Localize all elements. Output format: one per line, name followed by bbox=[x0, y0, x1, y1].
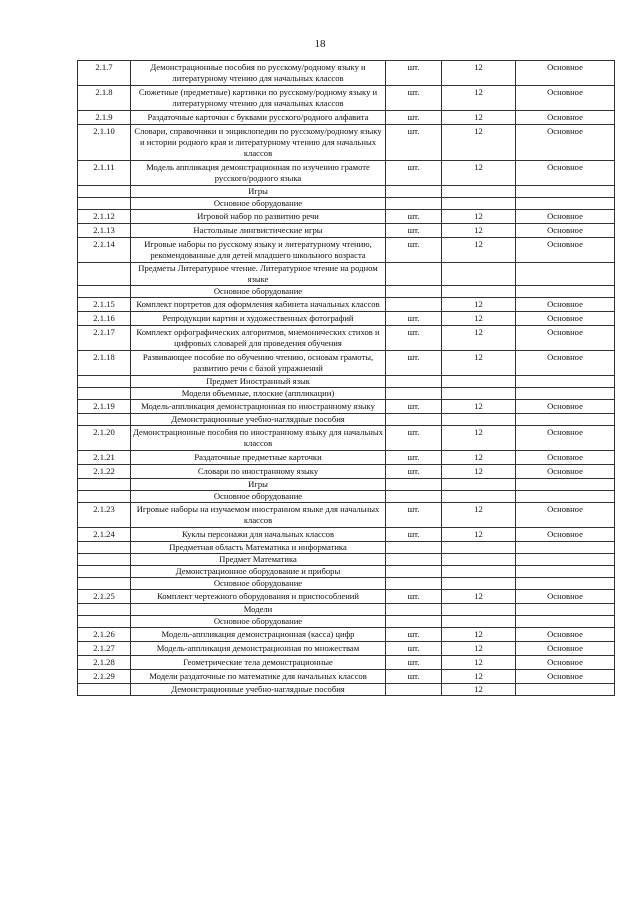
section-category-cell bbox=[516, 388, 615, 400]
item-unit: шт. bbox=[386, 86, 442, 111]
item-number: 2.1.11 bbox=[78, 161, 131, 186]
table-row bbox=[78, 642, 615, 656]
item-unit: шт. bbox=[386, 503, 442, 528]
item-quantity: 12 bbox=[442, 351, 516, 376]
table-row bbox=[78, 503, 615, 528]
section-title: Основное оборудование bbox=[131, 616, 386, 628]
section-row bbox=[78, 684, 615, 696]
item-quantity: 12 bbox=[442, 210, 516, 224]
item-category: Основное bbox=[516, 465, 615, 479]
table-row bbox=[78, 670, 615, 684]
section-unit-cell bbox=[386, 578, 442, 590]
section-row bbox=[78, 186, 615, 198]
section-number-cell bbox=[78, 604, 131, 616]
section-category-cell bbox=[516, 542, 615, 554]
section-quantity-cell: 12 bbox=[442, 684, 516, 696]
section-number-cell bbox=[78, 479, 131, 491]
section-title: Основное оборудование bbox=[131, 198, 386, 210]
item-unit bbox=[386, 298, 442, 312]
item-unit: шт. bbox=[386, 426, 442, 451]
table-body bbox=[78, 61, 615, 696]
section-unit-cell bbox=[386, 198, 442, 210]
section-title: Предметная область Математика и информатика bbox=[131, 542, 386, 554]
section-title: Игры bbox=[131, 479, 386, 491]
item-name: Модель-аппликация демонстрационная по иностранному языку bbox=[131, 400, 386, 414]
item-category: Основное bbox=[516, 642, 615, 656]
item-unit: шт. bbox=[386, 224, 442, 238]
section-category-cell bbox=[516, 566, 615, 578]
item-quantity: 12 bbox=[442, 465, 516, 479]
table-row bbox=[78, 451, 615, 465]
item-number: 2.1.28 bbox=[78, 656, 131, 670]
item-number: 2.1.15 bbox=[78, 298, 131, 312]
section-title: Демонстрационные учебно-наглядные пособия bbox=[131, 414, 386, 426]
section-unit-cell bbox=[386, 566, 442, 578]
section-number-cell bbox=[78, 186, 131, 198]
table-row bbox=[78, 86, 615, 111]
table-row bbox=[78, 210, 615, 224]
section-category-cell bbox=[516, 604, 615, 616]
item-name: Модель аппликация демонстрационная по изучению грамоте русского/родного языка bbox=[131, 161, 386, 186]
section-row bbox=[78, 376, 615, 388]
section-quantity-cell bbox=[442, 186, 516, 198]
item-quantity: 12 bbox=[442, 400, 516, 414]
item-quantity: 12 bbox=[442, 111, 516, 125]
item-name: Модель-аппликация демонстрационная по множествам bbox=[131, 642, 386, 656]
section-number-cell bbox=[78, 198, 131, 210]
item-name: Комплект чертежного оборудования и приспособлений bbox=[131, 590, 386, 604]
item-number: 2.1.8 bbox=[78, 86, 131, 111]
section-unit-cell bbox=[386, 616, 442, 628]
table-row bbox=[78, 628, 615, 642]
section-number-cell bbox=[78, 491, 131, 503]
item-quantity: 12 bbox=[442, 326, 516, 351]
item-name: Демонстрационные пособия по иностранному языку для начальных классов bbox=[131, 426, 386, 451]
item-number: 2.1.16 bbox=[78, 312, 131, 326]
item-number: 2.1.14 bbox=[78, 238, 131, 263]
item-number: 2.1.21 bbox=[78, 451, 131, 465]
item-quantity: 12 bbox=[442, 312, 516, 326]
section-unit-cell bbox=[386, 554, 442, 566]
item-quantity: 12 bbox=[442, 298, 516, 312]
section-quantity-cell bbox=[442, 491, 516, 503]
item-quantity: 12 bbox=[442, 528, 516, 542]
table-row bbox=[78, 465, 615, 479]
section-number-cell bbox=[78, 554, 131, 566]
section-unit-cell bbox=[386, 604, 442, 616]
item-unit: шт. bbox=[386, 590, 442, 604]
table-row bbox=[78, 238, 615, 263]
item-unit: шт. bbox=[386, 670, 442, 684]
section-row bbox=[78, 198, 615, 210]
section-unit-cell bbox=[386, 542, 442, 554]
item-number: 2.1.24 bbox=[78, 528, 131, 542]
item-quantity: 12 bbox=[442, 451, 516, 465]
section-category-cell bbox=[516, 376, 615, 388]
item-unit: шт. bbox=[386, 161, 442, 186]
section-title: Игры bbox=[131, 186, 386, 198]
section-quantity-cell bbox=[442, 604, 516, 616]
section-unit-cell bbox=[386, 479, 442, 491]
item-name: Комплект орфографических алгоритмов, мнемонических стихов и цифровых словарей для проведения обучения bbox=[131, 326, 386, 351]
item-number: 2.1.27 bbox=[78, 642, 131, 656]
item-name: Игровые наборы по русскому языку и литературному чтению, рекомендованные для детей младшего школьного возраста bbox=[131, 238, 386, 263]
item-unit: шт. bbox=[386, 326, 442, 351]
page-number: 18 bbox=[314, 38, 326, 50]
section-unit-cell bbox=[386, 414, 442, 426]
section-row bbox=[78, 479, 615, 491]
item-quantity: 12 bbox=[442, 125, 516, 161]
item-name: Геометрические тела демонстрационные bbox=[131, 656, 386, 670]
section-category-cell bbox=[516, 479, 615, 491]
table-row bbox=[78, 61, 615, 86]
item-quantity: 12 bbox=[442, 161, 516, 186]
item-quantity: 12 bbox=[442, 628, 516, 642]
item-number: 2.1.29 bbox=[78, 670, 131, 684]
item-number: 2.1.7 bbox=[78, 61, 131, 86]
table-row bbox=[78, 426, 615, 451]
item-name: Модель-аппликация демонстрационная (касса) цифр bbox=[131, 628, 386, 642]
item-unit: шт. bbox=[386, 642, 442, 656]
section-quantity-cell bbox=[442, 414, 516, 426]
section-row bbox=[78, 542, 615, 554]
item-category: Основное bbox=[516, 224, 615, 238]
section-quantity-cell bbox=[442, 263, 516, 286]
item-number: 2.1.25 bbox=[78, 590, 131, 604]
item-category: Основное bbox=[516, 61, 615, 86]
item-unit: шт. bbox=[386, 61, 442, 86]
item-name: Словари по иностранному языку bbox=[131, 465, 386, 479]
item-unit: шт. bbox=[386, 400, 442, 414]
table-row bbox=[78, 400, 615, 414]
item-name: Сюжетные (предметные) картинки по русскому/родному языку и литературному чтению для начальных классов bbox=[131, 86, 386, 111]
item-category: Основное bbox=[516, 111, 615, 125]
item-category: Основное bbox=[516, 426, 615, 451]
section-row bbox=[78, 604, 615, 616]
item-name: Репродукции картин и художественных фотографий bbox=[131, 312, 386, 326]
item-category: Основное bbox=[516, 298, 615, 312]
section-category-cell bbox=[516, 578, 615, 590]
item-quantity: 12 bbox=[442, 224, 516, 238]
item-quantity: 12 bbox=[442, 86, 516, 111]
item-number: 2.1.19 bbox=[78, 400, 131, 414]
section-quantity-cell bbox=[442, 566, 516, 578]
item-quantity: 12 bbox=[442, 642, 516, 656]
section-row bbox=[78, 554, 615, 566]
section-number-cell bbox=[78, 578, 131, 590]
table-row bbox=[78, 351, 615, 376]
section-row bbox=[78, 388, 615, 400]
section-row bbox=[78, 491, 615, 503]
item-unit: шт. bbox=[386, 656, 442, 670]
section-category-cell bbox=[516, 263, 615, 286]
item-quantity: 12 bbox=[442, 61, 516, 86]
section-row bbox=[78, 263, 615, 286]
section-number-cell bbox=[78, 376, 131, 388]
item-quantity: 12 bbox=[442, 503, 516, 528]
item-number: 2.1.26 bbox=[78, 628, 131, 642]
item-category: Основное bbox=[516, 210, 615, 224]
item-name: Раздаточные карточки с буквами русского/родного алфавита bbox=[131, 111, 386, 125]
item-number: 2.1.10 bbox=[78, 125, 131, 161]
section-quantity-cell bbox=[442, 616, 516, 628]
section-number-cell bbox=[78, 542, 131, 554]
section-title: Предмет Математика bbox=[131, 554, 386, 566]
equipment-table bbox=[77, 60, 615, 696]
section-row bbox=[78, 286, 615, 298]
section-category-cell bbox=[516, 554, 615, 566]
section-category-cell bbox=[516, 198, 615, 210]
section-title: Предметы Литературное чтение. Литературное чтение на родном языке bbox=[131, 263, 386, 286]
section-row bbox=[78, 578, 615, 590]
section-unit-cell bbox=[386, 263, 442, 286]
section-category-cell bbox=[516, 286, 615, 298]
item-category: Основное bbox=[516, 670, 615, 684]
section-quantity-cell bbox=[442, 554, 516, 566]
item-category: Основное bbox=[516, 590, 615, 604]
section-title: Модели bbox=[131, 604, 386, 616]
table-row bbox=[78, 326, 615, 351]
item-number: 2.1.9 bbox=[78, 111, 131, 125]
item-unit: шт. bbox=[386, 528, 442, 542]
item-category: Основное bbox=[516, 238, 615, 263]
item-category: Основное bbox=[516, 326, 615, 351]
item-name: Настольные лингвистические игры bbox=[131, 224, 386, 238]
item-number: 2.1.13 bbox=[78, 224, 131, 238]
item-name: Развивающее пособие по обучению чтению, основам грамоты, развитию речи с базой упражнений bbox=[131, 351, 386, 376]
section-number-cell bbox=[78, 388, 131, 400]
section-title: Предмет Иностранный язык bbox=[131, 376, 386, 388]
item-number: 2.1.23 bbox=[78, 503, 131, 528]
item-unit: шт. bbox=[386, 238, 442, 263]
section-title: Основное оборудование bbox=[131, 286, 386, 298]
item-category: Основное bbox=[516, 656, 615, 670]
section-unit-cell bbox=[386, 186, 442, 198]
section-row bbox=[78, 414, 615, 426]
item-quantity: 12 bbox=[442, 656, 516, 670]
section-title: Модели объемные, плоские (аппликации) bbox=[131, 388, 386, 400]
item-unit: шт. bbox=[386, 628, 442, 642]
item-category: Основное bbox=[516, 86, 615, 111]
section-unit-cell bbox=[386, 684, 442, 696]
section-quantity-cell bbox=[442, 388, 516, 400]
section-category-cell bbox=[516, 414, 615, 426]
section-quantity-cell bbox=[442, 198, 516, 210]
item-name: Демонстрационные пособия по русскому/родному языку и литературному чтению для начальных классов bbox=[131, 61, 386, 86]
item-name: Игровой набор по развитию речи bbox=[131, 210, 386, 224]
section-category-cell bbox=[516, 616, 615, 628]
item-name: Словари, справочники и энциклопедии по русскому/родному языку и истории родного края и литературному чтению для начальных классов bbox=[131, 125, 386, 161]
section-number-cell bbox=[78, 616, 131, 628]
table-row bbox=[78, 125, 615, 161]
section-unit-cell bbox=[386, 286, 442, 298]
item-unit: шт. bbox=[386, 465, 442, 479]
section-number-cell bbox=[78, 286, 131, 298]
section-unit-cell bbox=[386, 491, 442, 503]
table-row bbox=[78, 528, 615, 542]
section-unit-cell bbox=[386, 376, 442, 388]
item-unit: шт. bbox=[386, 351, 442, 376]
item-category: Основное bbox=[516, 528, 615, 542]
section-number-cell bbox=[78, 566, 131, 578]
item-quantity: 12 bbox=[442, 238, 516, 263]
item-quantity: 12 bbox=[442, 670, 516, 684]
section-category-cell bbox=[516, 491, 615, 503]
item-name: Куклы персонажи для начальных классов bbox=[131, 528, 386, 542]
section-title: Демонстрационное оборудование и приборы bbox=[131, 566, 386, 578]
item-unit: шт. bbox=[386, 312, 442, 326]
section-quantity-cell bbox=[442, 542, 516, 554]
item-category: Основное bbox=[516, 628, 615, 642]
section-category-cell bbox=[516, 186, 615, 198]
item-category: Основное bbox=[516, 312, 615, 326]
section-row bbox=[78, 616, 615, 628]
item-number: 2.1.17 bbox=[78, 326, 131, 351]
section-number-cell bbox=[78, 263, 131, 286]
item-category: Основное bbox=[516, 351, 615, 376]
item-name: Игровые наборы на изучаемом иностранном языке для начальных классов bbox=[131, 503, 386, 528]
item-quantity: 12 bbox=[442, 590, 516, 604]
item-name: Модели раздаточные по математике для начальных классов bbox=[131, 670, 386, 684]
section-number-cell bbox=[78, 684, 131, 696]
section-title: Демонстрационные учебно-наглядные пособия bbox=[131, 684, 386, 696]
table-row bbox=[78, 590, 615, 604]
section-quantity-cell bbox=[442, 286, 516, 298]
item-quantity: 12 bbox=[442, 426, 516, 451]
item-unit: шт. bbox=[386, 125, 442, 161]
item-unit: шт. bbox=[386, 210, 442, 224]
item-number: 2.1.20 bbox=[78, 426, 131, 451]
table-row bbox=[78, 161, 615, 186]
section-title: Основное оборудование bbox=[131, 491, 386, 503]
item-number: 2.1.12 bbox=[78, 210, 131, 224]
section-quantity-cell bbox=[442, 578, 516, 590]
item-number: 2.1.18 bbox=[78, 351, 131, 376]
table-row bbox=[78, 298, 615, 312]
table-row bbox=[78, 656, 615, 670]
section-category-cell bbox=[516, 684, 615, 696]
item-number: 2.1.22 bbox=[78, 465, 131, 479]
table-row bbox=[78, 224, 615, 238]
item-category: Основное bbox=[516, 161, 615, 186]
item-category: Основное bbox=[516, 503, 615, 528]
section-quantity-cell bbox=[442, 479, 516, 491]
item-category: Основное bbox=[516, 400, 615, 414]
item-category: Основное bbox=[516, 125, 615, 161]
section-row bbox=[78, 566, 615, 578]
table-row bbox=[78, 312, 615, 326]
item-category: Основное bbox=[516, 451, 615, 465]
item-unit: шт. bbox=[386, 111, 442, 125]
item-unit: шт. bbox=[386, 451, 442, 465]
section-number-cell bbox=[78, 414, 131, 426]
section-quantity-cell bbox=[442, 376, 516, 388]
item-name: Комплект портретов для оформления кабинета начальных классов bbox=[131, 298, 386, 312]
table-row bbox=[78, 111, 615, 125]
section-title: Основное оборудование bbox=[131, 578, 386, 590]
section-unit-cell bbox=[386, 388, 442, 400]
item-name: Раздаточные предметные карточки bbox=[131, 451, 386, 465]
